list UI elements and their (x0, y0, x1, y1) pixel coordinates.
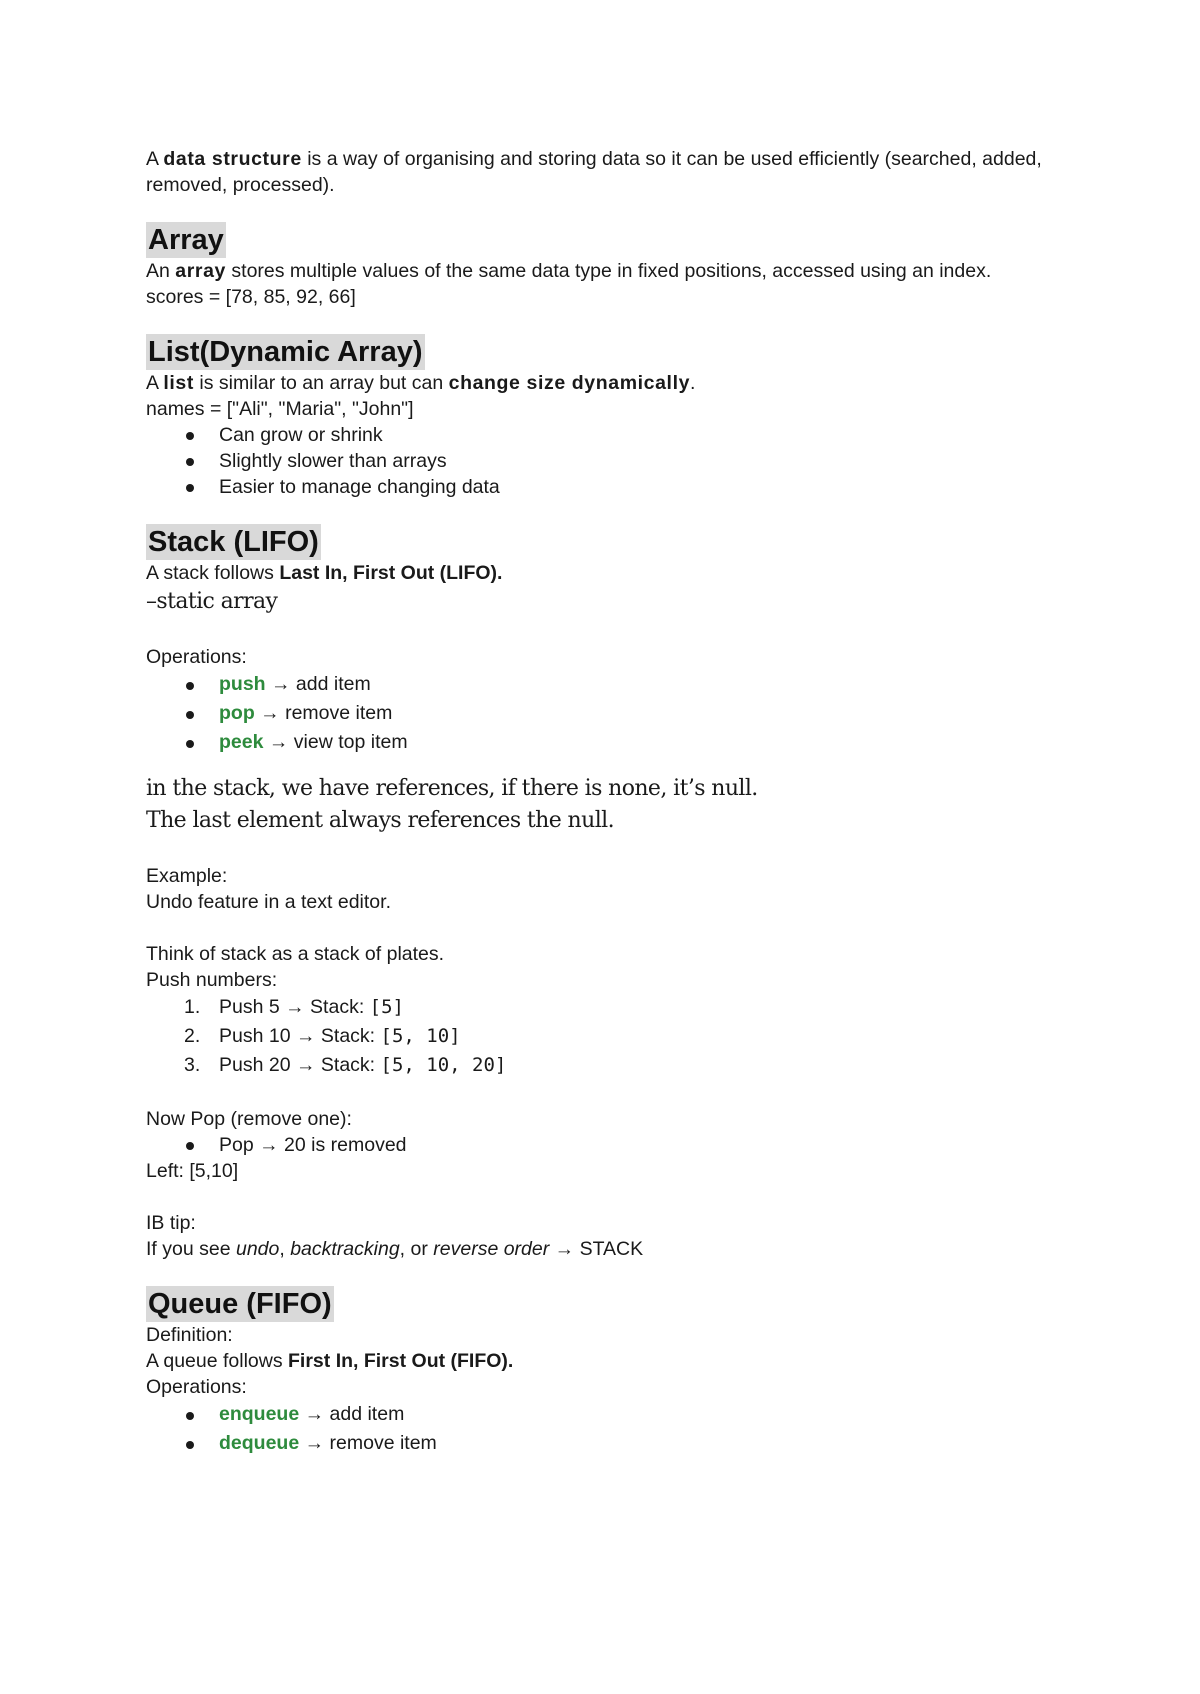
stack-example-label: Example: (146, 865, 228, 887)
stack-operations (146, 670, 1066, 757)
operation-name: dequeue (219, 1432, 300, 1454)
list-item: Pop → 20 is removed (146, 1132, 1066, 1158)
spacer (146, 1184, 1066, 1210)
list-term: list (163, 372, 194, 394)
stack-desc-text: A stack follows (146, 562, 280, 584)
operation-desc: → remove item (254, 702, 393, 724)
array-desc-text: An (146, 260, 176, 282)
array-desc-rest: stores multiple values of the same data type in fixed positions, accessed using an index. (226, 260, 992, 282)
queue-description (146, 1348, 1066, 1374)
array-description (146, 258, 1066, 284)
array-term: array (175, 260, 226, 282)
tip-sep: , or (399, 1238, 434, 1260)
list-item (146, 1400, 1066, 1429)
queue-definition-label: Definition: (146, 1324, 233, 1346)
list-item: Slightly slower than arrays (146, 448, 1066, 474)
queue-heading: Queue (FIFO) (148, 1288, 332, 1320)
step-number: 1. (184, 996, 201, 1018)
operation-desc: → view top item (263, 731, 408, 753)
list-item (146, 993, 1066, 1022)
list-item (146, 728, 1066, 757)
queue-operations (146, 1400, 1066, 1458)
step-number: 3. (184, 1054, 201, 1076)
step-code: [5, 10] (380, 1025, 461, 1047)
stack-term: Last In, First Out (LIFO). (279, 562, 503, 584)
array-section (146, 222, 1066, 258)
stack-pop-bullets (146, 1132, 1066, 1158)
spacer (146, 757, 1066, 773)
step-text: Push 5 → Stack: (219, 996, 370, 1018)
list-item: Easier to manage changing data (146, 474, 1066, 500)
stack-push-label: Push numbers: (146, 969, 278, 991)
stack-operations-label: Operations: (146, 646, 247, 668)
list-section (146, 334, 1066, 370)
array-example: scores = [78, 85, 92, 66] (146, 286, 356, 308)
tip-sep: , (279, 1238, 291, 1260)
operation-name: peek (219, 731, 264, 753)
step-code: [5] (369, 996, 404, 1018)
spacer (146, 915, 1066, 941)
intro-text: A (146, 148, 164, 170)
step-number: 2. (184, 1025, 201, 1047)
list-item (146, 699, 1066, 728)
spacer (146, 837, 1066, 863)
queue-desc-text: A queue follows (146, 1350, 289, 1372)
queue-section (146, 1286, 1066, 1322)
tip-text-end: → STACK (549, 1238, 644, 1260)
stack-note-line-1: in the stack, we have references, if there is none, it’s null. (146, 776, 758, 801)
list-item: Can grow or shrink (146, 422, 1066, 448)
operation-desc: → remove item (299, 1432, 437, 1454)
stack-description (146, 560, 1066, 586)
list-emphasis: change size dynamically (448, 372, 691, 394)
list-item (146, 1429, 1066, 1458)
step-code: [5, 10, 20] (380, 1054, 507, 1076)
stack-pop-label: Now Pop (remove one): (146, 1108, 352, 1130)
tip-text: If you see (146, 1238, 236, 1260)
stack-handwritten-note: –static array (146, 589, 278, 614)
list-bullets (146, 422, 1066, 500)
stack-note-line-2: The last element always references the null. (146, 808, 614, 833)
list-item (146, 670, 1066, 699)
operation-name: push (219, 673, 266, 695)
list-desc-end: . (690, 372, 696, 394)
list-desc-text: A (146, 372, 164, 394)
stack-tip (146, 1236, 1066, 1262)
step-text: Push 20 → Stack: (219, 1054, 381, 1076)
list-item (146, 1022, 1066, 1051)
spacer (146, 618, 1066, 644)
list-description (146, 370, 1066, 396)
stack-left: Left: [5,10] (146, 1160, 239, 1182)
stack-push-steps (146, 993, 1066, 1080)
spacer (146, 1080, 1066, 1106)
queue-term: First In, First Out (FIFO). (288, 1350, 514, 1372)
stack-heading: Stack (LIFO) (148, 526, 319, 558)
step-text: Push 10 → Stack: (219, 1025, 381, 1047)
intro-term: data structure (163, 148, 302, 170)
list-heading: List(Dynamic Array) (148, 336, 423, 368)
list-item (146, 1051, 1066, 1080)
stack-example-text: Undo feature in a text editor. (146, 891, 391, 913)
tip-term: undo (235, 1238, 280, 1260)
operation-desc: → add item (265, 673, 371, 695)
tip-term: reverse order (433, 1238, 550, 1260)
array-heading: Array (148, 224, 224, 256)
stack-section (146, 524, 1066, 560)
list-example: names = ["Ali", "Maria", "John"] (146, 398, 414, 420)
list-desc-mid: is similar to an array but can (193, 372, 449, 394)
stack-tip-label: IB tip: (146, 1212, 196, 1234)
intro-text-rest: is a way of organising and storing data so it can be used efficiently (searched, added, removed, processed). (146, 148, 1042, 196)
document-content (146, 146, 1066, 1458)
intro-paragraph (146, 146, 1066, 198)
operation-desc: → add item (299, 1403, 405, 1425)
tip-term: backtracking (290, 1238, 400, 1260)
stack-plates: Think of stack as a stack of plates. (146, 943, 445, 965)
operation-name: enqueue (219, 1403, 300, 1425)
queue-operations-label: Operations: (146, 1376, 247, 1398)
operation-name: pop (219, 702, 255, 724)
